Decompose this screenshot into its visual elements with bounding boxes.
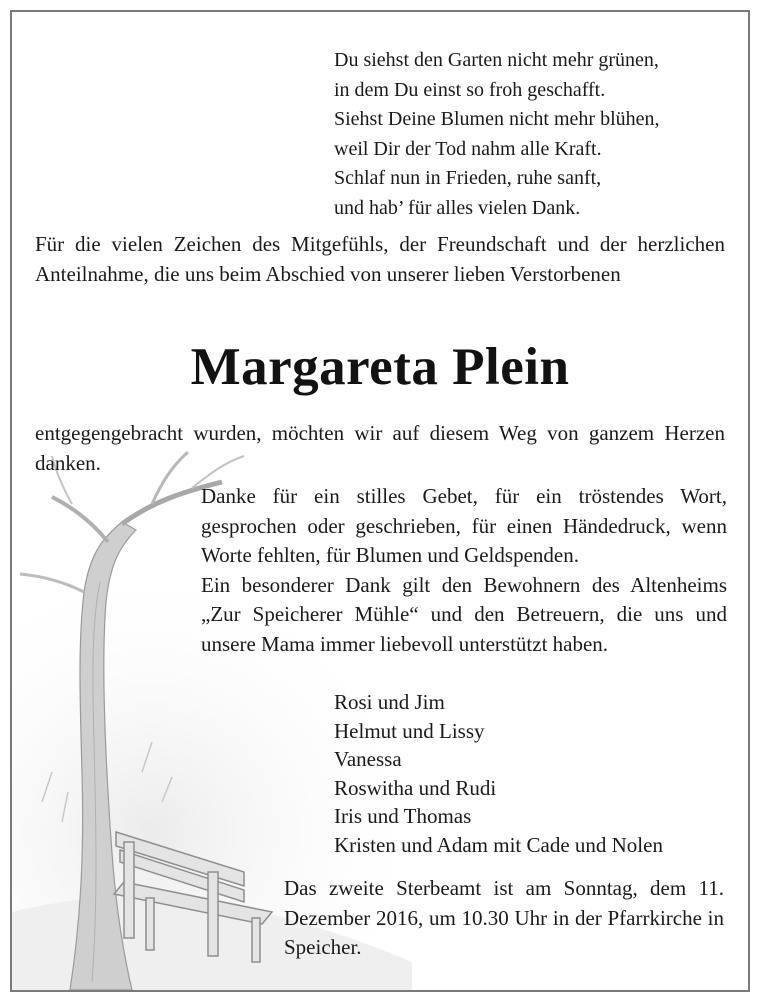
after-name-paragraph: entgegengebracht wurden, möchten wir auf diesem Weg von ganzem Herzen danken. <box>35 421 725 475</box>
poem-line: in dem Du einst so froh geschafft. <box>334 78 606 101</box>
signer: Roswitha und Rudi <box>334 775 497 800</box>
poem-line: Schlaf nun in Frieden, ruhe sanft, <box>334 167 602 189</box>
poem-line: Siehst Deine Blumen nicht mehr blühen, <box>334 108 660 130</box>
thanks-paragraph: Ein besonderer Dank gilt den Bewohnern des Altenheims „Zur Speicherer Mühle“ und den Betreuern, die uns und unsere Mama immer liebevoll unterstützt haben. <box>201 572 727 656</box>
signer: Rosi und Jim <box>334 690 445 714</box>
poem <box>334 46 660 223</box>
intro-paragraph: Für die vielen Zeichen des Mitgefühls, der Freundschaft und der herzlichen Anteilnahme, die uns beim Abschied von unserer lieben Verstorbenen <box>35 232 725 286</box>
obituary-card <box>10 10 750 992</box>
signer: Helmut und Lissy <box>334 718 485 743</box>
thanks-section <box>201 482 727 659</box>
signers-list <box>334 688 663 859</box>
service-announcement: Das zweite Sterbeamt ist am Sonntag, dem 11. Dezember 2016, um 10.30 Uhr in der Pfarrkirche in Speicher. <box>284 876 724 959</box>
signer: Kristen und Adam mit Cade und Nolen <box>334 832 663 857</box>
poem-line: weil Dir der Tod nahm alle Kraft. <box>334 137 602 160</box>
poem-line: Du siehst den Garten nicht mehr grünen, <box>334 49 659 71</box>
deceased-name: Margareta Plein <box>190 338 570 396</box>
poem-line: und hab’ für alles vielen Dank. <box>334 196 581 219</box>
thanks-paragraph: Danke für ein stilles Gebet, für ein tröstendes Wort, gesprochen oder geschrieben, für einen Händedruck, wenn Worte fehlten, für Blumen und Geldspenden. <box>201 484 727 567</box>
signer: Vanessa <box>334 747 402 771</box>
signer: Iris und Thomas <box>334 804 472 828</box>
